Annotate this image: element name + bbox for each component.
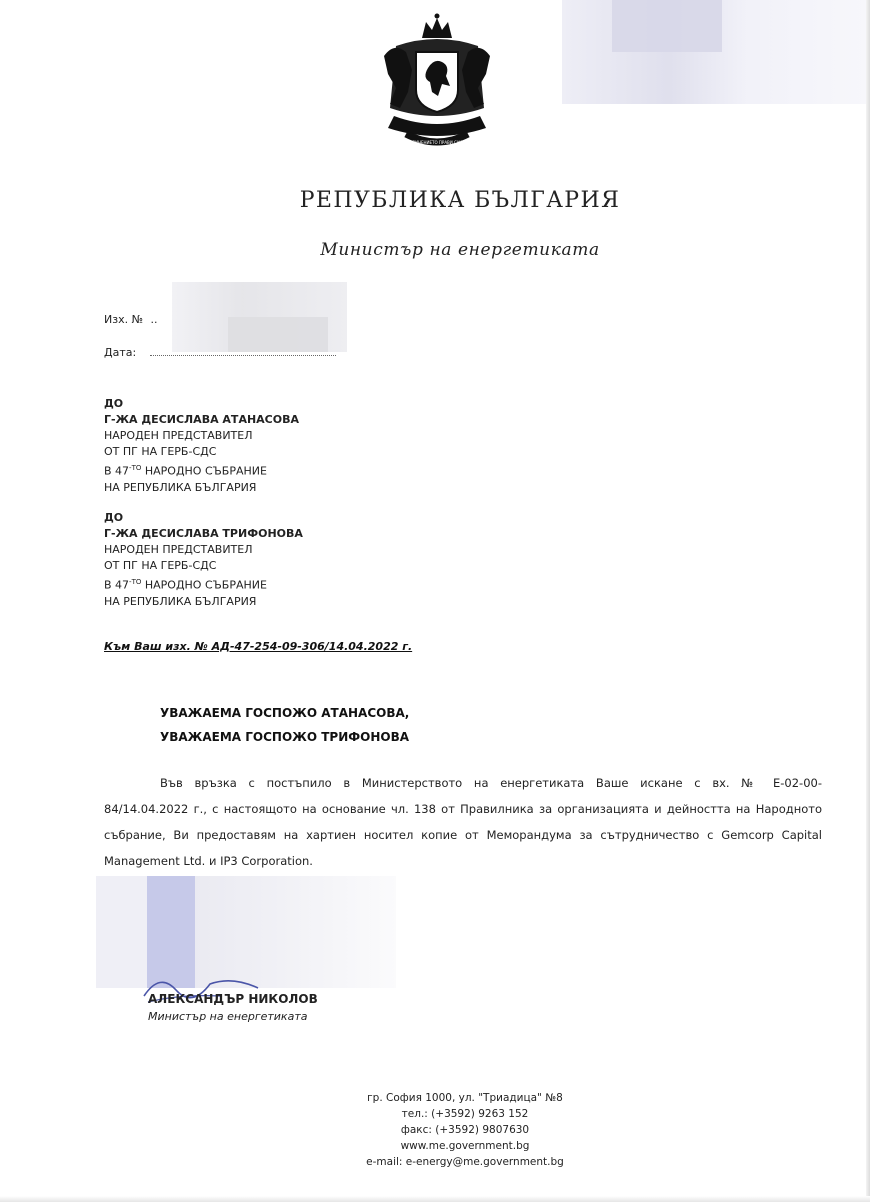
ministry-title: Министър на енергетиката <box>320 240 600 260</box>
footer-website: www.me.government.bg <box>400 1140 530 1152</box>
coat-of-arms-icon <box>376 12 498 152</box>
recipient-line: ОТ ПГ НА ГЕРБ-СДС <box>104 445 217 458</box>
footer-email: e-mail: e-energy@me.government.bg <box>366 1156 564 1168</box>
signatory-title: Министър на енергетиката <box>148 1010 308 1023</box>
greeting-line: УВАЖАЕМА ГОСПОЖО ТРИФОНОВА <box>160 730 410 744</box>
recipient-line: В $47^{-ТО}$ НАРОДНО СЪБРАНИЕ <box>104 464 267 478</box>
footer-fax: факс: (+3592) 9807630 <box>400 1124 530 1136</box>
recipient-name: Г-ЖА ДЕСИСЛАВА ТРИФОНОВА <box>104 527 303 540</box>
body-first-line: Във връзка с постъпило в Министерството на енергетиката Ваше искане с вх. № Е-02-00- <box>160 776 822 790</box>
outgoing-number-fragment: .. <box>150 313 158 326</box>
footer-phone: тел.: (+3592) 9263 152 <box>401 1108 529 1120</box>
recipient-line: НАРОДЕН ПРЕДСТАВИТЕЛ <box>104 543 253 556</box>
date-label: Дата: <box>104 346 137 359</box>
letter-body <box>104 770 822 874</box>
page-edge-shadow <box>0 1196 870 1202</box>
recipient-block <box>104 396 299 496</box>
redacted-registry-stamp <box>562 0 868 104</box>
outgoing-number-label: Изх. № <box>104 313 144 326</box>
greeting-line: УВАЖАЕМА ГОСПОЖО АТАНАСОВА, <box>160 706 410 720</box>
recipient-to: ДО <box>104 511 124 524</box>
recipient-line: НА РЕПУБЛИКА БЪЛГАРИЯ <box>104 594 257 608</box>
recipient-line: В $47^{-ТО}$ НАРОДНО СЪБРАНИЕ <box>104 578 267 592</box>
page-edge-shadow <box>866 0 870 1202</box>
recipient-line: ОТ ПГ НА ГЕРБ-СДС <box>104 559 217 572</box>
redacted-outgoing-number <box>172 282 347 352</box>
outgoing-number <box>104 313 158 326</box>
recipient-line: НА РЕПУБЛИКА БЪЛГАРИЯ <box>104 480 257 494</box>
ministry-contacts <box>300 1090 630 1170</box>
recipient-name: Г-ЖА ДЕСИСЛАВА АТАНАСОВА <box>104 413 299 426</box>
signatory-name: АЛЕКСАНДЪР НИКОЛОВ <box>148 992 318 1006</box>
crest-motto: СЪЕДИНЕНИЕТО ПРАВИ СИЛАТА <box>403 140 471 145</box>
recipient-to: ДО <box>104 397 124 410</box>
footer-address: гр. София 1000, ул. "Триадица" №8 <box>367 1092 563 1104</box>
body-rest: 84/14.04.2022 г., с настоящото на основание чл. 138 от Правилника за организацията и дейността на Народното събрание, Ви предоставям на хартиен носител копие от Меморандума за сътрудничество с Gemcorp Capital Management Ltd. и IP3 Corporation. <box>104 802 822 868</box>
recipient-block <box>104 510 303 610</box>
recipient-line: НАРОДЕН ПРЕДСТАВИТЕЛ <box>104 429 253 442</box>
reference-line: Към Ваш изх. № АД-47-254-09-306/14.04.2022 г. <box>104 640 413 653</box>
republic-title: РЕПУБЛИКА БЪЛГАРИЯ <box>299 188 621 213</box>
